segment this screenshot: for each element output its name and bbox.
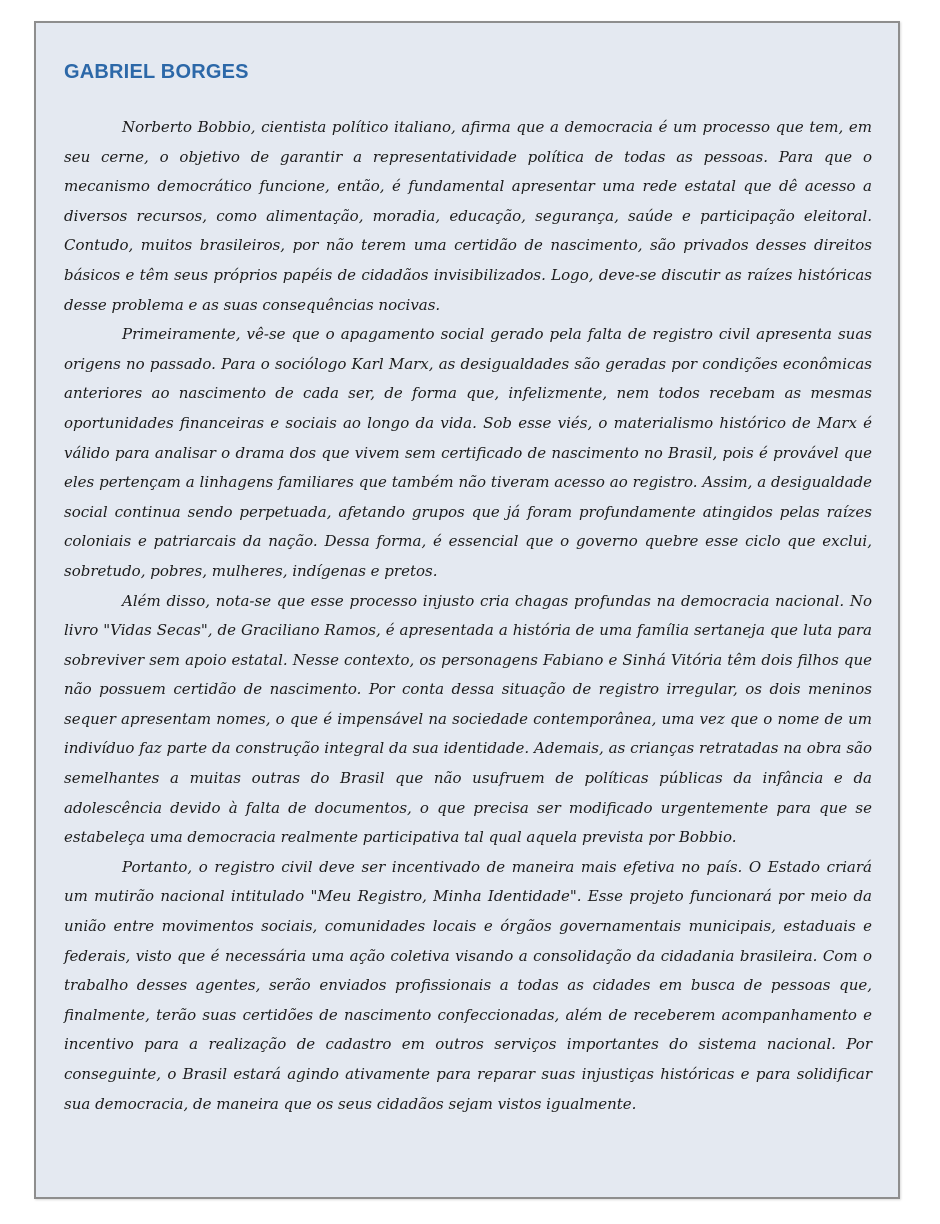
essay-body	[64, 113, 872, 1119]
essay-paragraph-development-2: Além disso, nota-se que esse processo injusto cria chagas profundas na democracia nacional. No livro "Vidas Secas", de Graciliano Ramos, é apresentada a história de uma família sertaneja que luta para sobreviver sem apoio estatal. Nesse contexto, os personagens Fabiano e Sinhá Vitória têm dois filhos que não possuem certidão de nascimento. Por conta dessa situação de registro irregular, os dois meninos sequer apresentam nomes, o que é impensável na sociedade contemporânea, uma vez que o nome de um indivíduo faz parte da construção integral da sua identidade. Ademais, as crianças retratadas na obra são semelhantes a muitas outras do Brasil que não usufruem de políticas públicas da infância e da adolescência devido à falta de documentos, o que precisa ser modificado urgentemente para que se estabeleça uma democracia realmente participativa tal qual aquela prevista por Bobbio.	[64, 591, 872, 847]
essay-paragraph-introduction: Norberto Bobbio, cientista político italiano, afirma que a democracia é um processo que tem, em seu cerne, o objetivo de garantir a representatividade política de todas as pessoas. Para que o mecanismo democrático funcione, então, é fundamental apresentar uma rede estatal que dê acesso a diversos recursos, como alimentação, moradia, educação, segurança, saúde e participação eleitoral. Contudo, muitos brasileiros, por não terem uma certidão de nascimento, são privados desses direitos básicos e têm seus próprios papéis de cidadãos invisibilizados. Logo, deve-se discutir as raízes históricas desse problema e as suas consequências nocivas.	[64, 118, 872, 314]
essay-card	[34, 21, 900, 1199]
essay-paragraph-conclusion: Portanto, o registro civil deve ser incentivado de maneira mais efetiva no país. O Estado criará um mutirão nacional intitulado "Meu Registro, Minha Identidade". Esse projeto funcionará por meio da união entre movimentos sociais, comunidades locais e órgãos governamentais municipais, estaduais e federais, visto que é necessária uma ação coletiva visando a consolidação da cidadania brasileira. Com o trabalho desses agentes, serão enviados profissionais a todas as cidades em busca de pessoas que, finalmente, terão suas certidões de nascimento confeccionadas, além de receberem acompanhamento e incentivo para a realização de cadastro em outros serviços importantes do sistema nacional. Por conseguinte, o Brasil estará agindo ativamente para reparar suas injustiças históricas e para solidificar sua democracia, de maneira que os seus cidadãos sejam vistos igualmente.	[64, 857, 872, 1113]
author-name: GABRIEL BORGES	[64, 61, 249, 83]
essay-paragraph-development-1: Primeiramente, vê-se que o apagamento social gerado pela falta de registro civil apresenta suas origens no passado. Para o sociólogo Karl Marx, as desigualdades são geradas por condições econômicas anteriores ao nascimento de cada ser, de forma que, infelizmente, nem todos recebam as mesmas oportunidades financeiras e sociais ao longo da vida. Sob esse viés, o materialismo histórico de Marx é válido para analisar o drama dos que vivem sem certificado de nascimento no Brasil, pois é provável que eles pertençam a linhagens familiares que também não tiveram acesso ao registro. Assim, a desigualdade social continua sendo perpetuada, afetando grupos que já foram profundamente atingidos pelas raízes coloniais e patriarcais da nação. Dessa forma, é essencial que o governo quebre esse ciclo que exclui, sobretudo, pobres, mulheres, indígenas e pretos.	[64, 325, 872, 580]
